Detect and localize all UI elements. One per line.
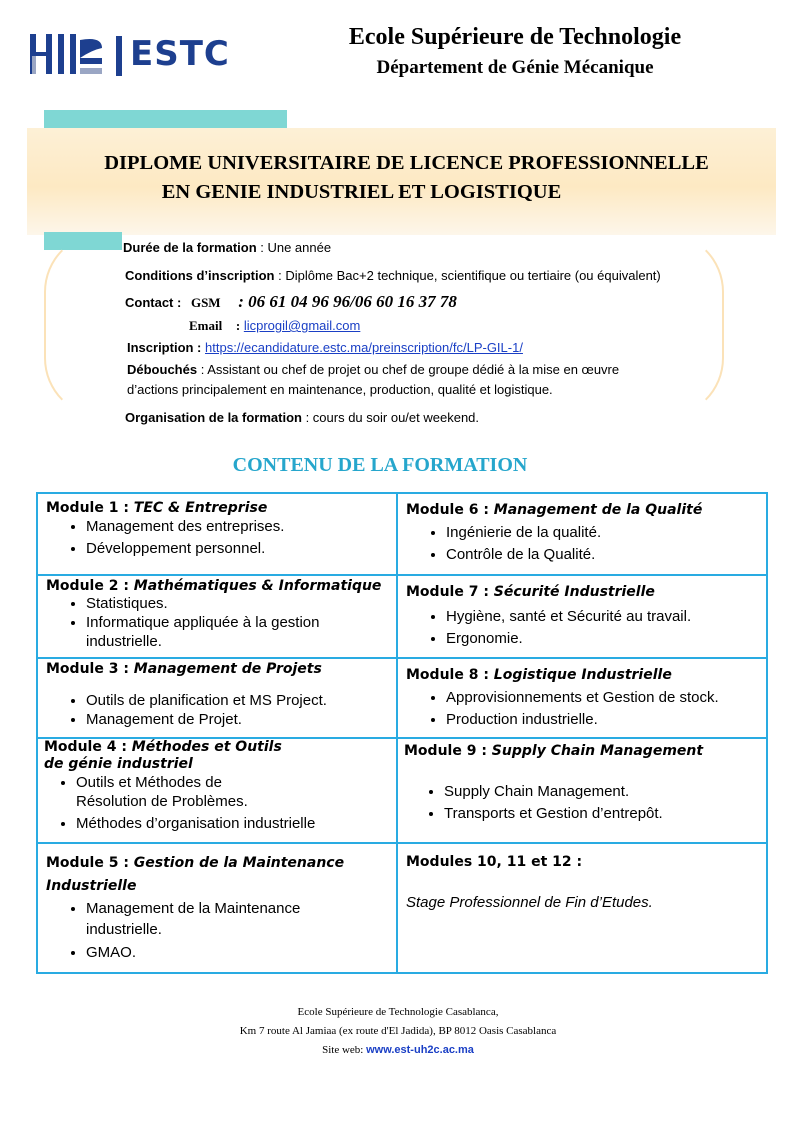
teal-accent-top [44, 110, 287, 129]
conditions-label: Conditions d’inscription [125, 268, 275, 283]
list-item: • Contrôle de la Qualité. [446, 544, 758, 566]
footer-site: Site web: www.est-uh2c.ac.ma [322, 1044, 474, 1056]
list-item: • Supply Chain Management. [444, 781, 760, 803]
module-6-list [406, 522, 758, 566]
module-9-cell [396, 737, 768, 844]
department-name: Département de Génie Mécanique [376, 57, 654, 78]
list-item: • Outils de planification et MS Project. [86, 691, 388, 710]
logo-divider [116, 36, 122, 76]
module-10-text: Stage Professionnel de Fin d’Etudes. [406, 894, 653, 911]
debouches-line1: : Assistant ou chef de projet ou chef de groupe dédié à la mise en œuvre [197, 362, 620, 377]
module-1-cell [36, 492, 398, 576]
module-2-list [46, 594, 388, 651]
module-7-title: Module 7 : Sécurité Industrielle [406, 584, 655, 600]
module-5-cell [36, 842, 398, 974]
list-item: • Informatique appliquée à la gestion industrielle. [86, 613, 388, 651]
list-item: • Ingénierie de la qualité. [446, 522, 758, 544]
module-7-list [406, 606, 758, 650]
list-item: • Management des entreprises. [86, 516, 388, 538]
module-2-title: Module 2 : Mathématiques & Informatique [46, 578, 382, 594]
footer-line1: Ecole Supérieure de Technologie Casablanca, [297, 1006, 499, 1018]
conditions-value: : Diplôme Bac+2 technique, scientifique ou tertiaire (ou équivalent) [274, 268, 661, 283]
module-3-list [46, 691, 388, 729]
gsm-label: GSM [190, 295, 221, 310]
list-item: • Méthodes d’organisation industrielle [76, 811, 390, 837]
email-separator: : [235, 318, 241, 333]
module-3-cell [36, 657, 398, 739]
debouches-line2: d’actions principalement en maintenance, production, qualité et logistique. [127, 382, 553, 397]
info-contact [125, 292, 457, 312]
module-4-title: Module 4 : Méthodes et Outils de génie industriel [44, 739, 282, 772]
module-8-cell [396, 657, 768, 739]
contact-label: Contact : [125, 295, 182, 310]
list-item: • Statistiques. [86, 594, 388, 613]
list-item: • Hygiène, santé et Sécurité au travail. [446, 606, 758, 628]
module-5-title: Module 5 : Gestion de la Maintenance Industrielle [46, 855, 345, 894]
module-3-title: Module 3 : Management de Projets [46, 661, 322, 677]
title-banner [27, 128, 776, 235]
website-link[interactable]: www.est-uh2c.ac.ma [366, 1044, 474, 1056]
list-item: • Ergonomie. [446, 628, 758, 650]
list-item: • Développement personnel. [86, 538, 388, 560]
module-9-title: Module 9 : Supply Chain Management [404, 743, 704, 759]
logo-text: ESTC [130, 34, 230, 74]
list-item: • Production industrielle. [446, 709, 758, 731]
info-inscription [127, 340, 523, 355]
email-label: Email [189, 318, 223, 333]
debouches-label: Débouchés [127, 362, 198, 377]
organisation-value: : cours du soir ou/et weekend. [301, 410, 480, 425]
module-4-list [44, 773, 390, 837]
list-item: • Transports et Gestion d’entrepôt. [444, 803, 760, 825]
modules-table [36, 492, 768, 974]
info-conditions [125, 268, 661, 283]
inscription-label: Inscription : [127, 340, 202, 355]
module-1-list [46, 516, 388, 560]
list-item: • Outils et Méthodes de Résolution de Problèmes. [76, 773, 390, 811]
info-email [189, 318, 360, 334]
duree-label: Durée de la formation [123, 240, 257, 255]
module-4-cell [36, 737, 398, 844]
module-7-cell [396, 574, 768, 659]
module-10-cell [396, 842, 768, 974]
info-duree [123, 240, 331, 255]
school-header [300, 24, 730, 79]
info-organisation [125, 410, 479, 425]
module-10-title: Modules 10, 11 et 12 : [406, 854, 583, 870]
uh2c-logo-icon [30, 32, 106, 78]
module-6-title: Module 6 : Management de la Qualité [406, 502, 703, 518]
section-title: CONTENU DE LA FORMATION [232, 454, 528, 476]
footer-line2: Km 7 route Al Jamiaa (ex route d'El Jadida), BP 8012 Oasis Casablanca [239, 1025, 557, 1037]
gsm-value: : 06 61 04 96 96/06 60 16 37 78 [238, 292, 457, 311]
info-debouches [127, 360, 619, 400]
inscription-link[interactable]: https://ecandidature.estc.ma/preinscription/fc/LP-GIL-1/ [205, 340, 523, 355]
module-5-list [46, 898, 388, 966]
list-item: • Approvisionnements et Gestion de stock. [446, 687, 758, 709]
organisation-label: Organisation de la formation [125, 410, 302, 425]
list-item: • GMAO. [86, 940, 388, 966]
module-2-cell [36, 574, 398, 659]
module-8-title: Module 8 : Logistique Industrielle [406, 667, 672, 683]
module-6-cell [396, 492, 768, 576]
duree-value: : Une année [256, 240, 332, 255]
estc-logo [30, 32, 230, 78]
email-link[interactable]: licprogil@gmail.com [243, 318, 361, 333]
diploma-title-line1: DIPLOME UNIVERSITAIRE DE LICENCE PROFESSIONNELLE [104, 152, 709, 174]
module-1-title: Module 1 : TEC & Entreprise [46, 500, 268, 516]
list-item: • Management de la Maintenance industrielle. [86, 898, 388, 940]
school-name: Ecole Supérieure de Technologie [348, 24, 682, 50]
footer [0, 1003, 796, 1060]
module-9-list [404, 781, 760, 825]
module-8-list [406, 687, 758, 731]
diploma-title-line2: EN GENIE INDUSTRIEL ET LOGISTIQUE [161, 181, 562, 203]
list-item: • Management de Projet. [86, 710, 388, 729]
